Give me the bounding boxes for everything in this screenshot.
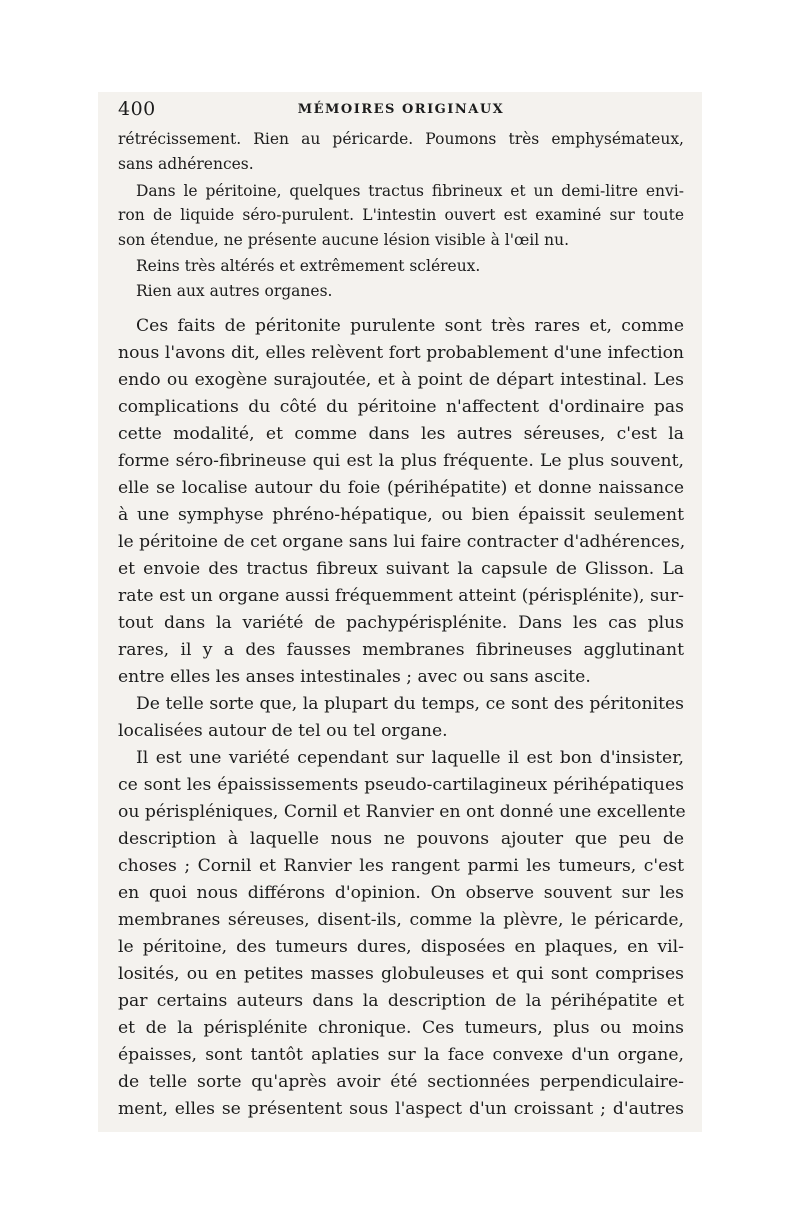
body-line: localisées autour de tel ou tel organe. xyxy=(118,721,448,741)
body-line: nous l'avons dit, elles relèvent fort probablement d'une infection xyxy=(118,343,684,363)
body-line: le péritoine de cet organe sans lui faire contracter d'adhérences, xyxy=(118,532,686,552)
page-header xyxy=(118,98,684,126)
body-line: losités, ou en petites masses globuleuses et qui sont comprises xyxy=(118,964,684,984)
case-report-line: ron de liquide séro-purulent. L'intestin ouvert est examiné sur toute xyxy=(118,206,684,224)
body-line: description à laquelle nous ne pouvons ajouter que peu de xyxy=(118,829,684,849)
body-line: forme séro-fibrineuse qui est la plus fréquente. Le plus souvent, xyxy=(118,451,684,471)
body-line: cette modalité, et comme dans les autres séreuses, c'est la xyxy=(118,424,684,444)
body-line: endo ou exogène surajoutée, et à point de départ intestinal. Les xyxy=(118,370,684,390)
body-line: rares, il y a des fausses membranes fibrineuses agglutinant xyxy=(118,640,684,660)
body-line: complications du côté du péritoine n'affectent d'ordinaire pas xyxy=(118,397,684,417)
page-number: 400 xyxy=(118,98,156,120)
body-line: par certains auteurs dans la description de la périhépatite et xyxy=(118,991,684,1011)
case-report-line: Reins très altérés et extrêmement scléreux. xyxy=(136,257,481,275)
body-line: elle se localise autour du foie (périhépatite) et donne naissance xyxy=(118,478,684,498)
body-line: membranes séreuses, disent-ils, comme la plèvre, le péricarde, xyxy=(118,910,684,930)
case-report-line: Rien aux autres organes. xyxy=(136,282,333,300)
body-line: ce sont les épaississements pseudo-cartilagineux périhépatiques xyxy=(118,775,684,795)
body-line: ou périspléniques, Cornil et Ranvier en ont donné une excellente xyxy=(118,802,686,822)
body-line: rate est un organe aussi fréquemment atteint (périsplénite), sur- xyxy=(118,586,684,606)
case-report-line: Dans le péritoine, quelques tractus fibrineux et un demi-litre envi- xyxy=(136,182,684,200)
running-head: MÉMOIRES ORIGINAUX xyxy=(297,102,505,117)
body-line: Il est une variété cependant sur laquelle il est bon d'insister, xyxy=(136,748,684,768)
body-line: ment, elles se présentent sous l'aspect d'un croissant ; d'autres xyxy=(118,1099,684,1119)
body-line: épaisses, sont tantôt aplaties sur la face convexe d'un organe, xyxy=(118,1045,684,1065)
body-line: de telle sorte qu'après avoir été sectionnées perpendiculaire- xyxy=(118,1072,684,1092)
body-line: tout dans la variété de pachypérisplénite. Dans les cas plus xyxy=(118,613,684,633)
body-line: et de la périsplénite chronique. Ces tumeurs, plus ou moins xyxy=(118,1018,684,1038)
body-line: entre elles les anses intestinales ; avec ou sans ascite. xyxy=(118,667,591,687)
case-report-line: rétrécissement. Rien au péricarde. Poumons très emphysémateux, xyxy=(118,130,684,148)
body-line: choses ; Cornil et Ranvier les rangent parmi les tumeurs, c'est xyxy=(118,856,684,876)
body-line: Ces faits de péritonite purulente sont très rares et, comme xyxy=(136,316,684,336)
body-line: à une symphyse phréno-hépatique, ou bien épaissit seulement xyxy=(118,505,684,525)
case-report-line: sans adhérences. xyxy=(118,155,254,173)
body-line: en quoi nous différons d'opinion. On observe souvent sur les xyxy=(118,883,684,903)
body-line: De telle sorte que, la plupart du temps, ce sont des péritonites xyxy=(136,694,684,714)
body-line: le péritoine, des tumeurs dures, disposées en plaques, en vil- xyxy=(118,937,684,957)
case-report-line: son étendue, ne présente aucune lésion visible à l'œil nu. xyxy=(118,231,570,249)
body-line: et envoie des tractus fibreux suivant la capsule de Glisson. La xyxy=(118,559,684,579)
